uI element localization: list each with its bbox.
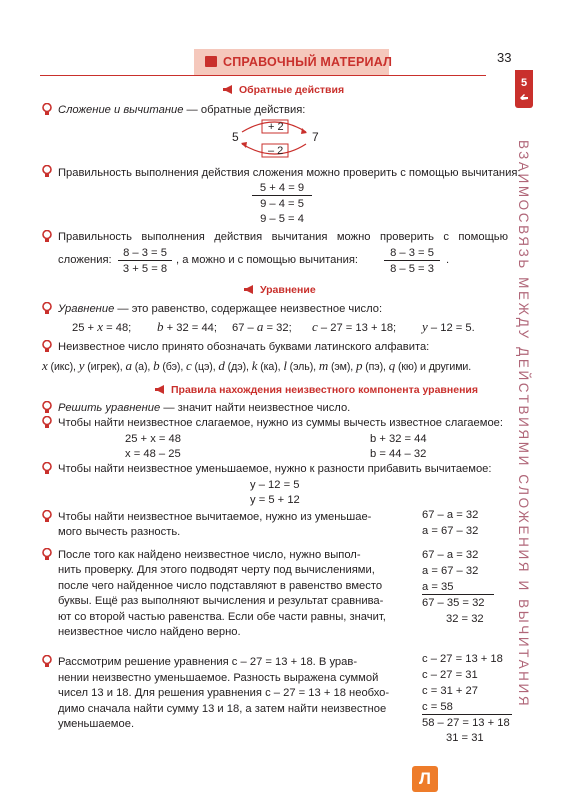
paragraph: Сложение и вычитание — обратные действия:: [58, 104, 306, 116]
lightbulb-icon: [42, 548, 52, 561]
lightbulb-icon: [42, 340, 52, 353]
paragraph-line: после чего найденное число подставляют в равенство вместо: [58, 580, 383, 592]
paragraph-line: Чтобы найти неизвестное вычитаемое, нужно из уменьшае-: [58, 511, 372, 523]
equation: y – 12 = 5.: [422, 319, 475, 334]
section-heading: Обратные действия: [222, 84, 344, 97]
paragraph-line: Рассмотрим решение уравнения c – 27 = 13 + 18. В урав-: [58, 656, 358, 668]
equation: 9 – 5 = 4: [260, 213, 304, 225]
latin-letters-list: x (икс), y (игрек), a (а), b (бэ), c (цэ), d (дэ), k (ка), l (эль), m (эм), p (пэ), q (кю) и другими.: [42, 358, 472, 373]
lightbulb-icon: [42, 401, 52, 414]
paragraph-line: буквы. Ещё раз выполняют вычисления и результат сравнива-: [58, 595, 384, 607]
page-title: СПРАВОЧНЫЙ МАТЕРИАЛ: [223, 55, 393, 69]
equation: c = 31 + 27: [422, 685, 478, 697]
equation: c – 27 = 13 + 18: [422, 653, 503, 665]
paragraph: Чтобы найти неизвестное слагаемое, нужно из суммы вычесть известное слагаемое:: [58, 417, 503, 429]
equation: 67 – a = 32: [422, 509, 479, 521]
plus-operation: + 2: [268, 121, 284, 133]
equation: y = 5 + 12: [250, 494, 300, 506]
equation: c – 27 = 31: [422, 669, 478, 681]
equation: 32 = 32: [446, 613, 484, 625]
equation: b + 32 = 44: [370, 433, 427, 445]
equation: 8 – 3 = 5: [118, 246, 172, 261]
lightbulb-icon: [42, 510, 52, 523]
equation: 67 – a = 32;: [232, 319, 292, 334]
equation: a = 35: [422, 580, 494, 595]
equation: 8 – 5 = 3: [390, 263, 434, 275]
megaphone-icon: [154, 385, 166, 394]
paragraph: Чтобы найти неизвестное уменьшаемое, нужно к разности прибавить вычитаемое:: [58, 463, 492, 475]
paragraph-line: После того как найдено неизвестное число, нужно выпол-: [58, 549, 361, 561]
equation: a = 67 – 32: [422, 525, 479, 537]
equation: 5 + 4 = 9: [252, 181, 312, 196]
lightbulb-icon: [42, 655, 52, 668]
equation: b = 44 – 32: [370, 448, 427, 460]
lightbulb-icon: [42, 302, 52, 315]
equation: x = 48 – 25: [125, 448, 181, 460]
paragraph-line: димо сначала найти сумму 13 и 18, а затем найти неизвестное: [58, 703, 387, 715]
lightbulb-icon: [42, 230, 52, 243]
paragraph-line: нить проверку. Для этого подводят черту под вычислениями,: [58, 564, 375, 576]
paragraph: .: [446, 254, 450, 266]
equation: 31 = 31: [446, 732, 484, 744]
equation: y – 12 = 5: [250, 479, 300, 491]
pointing-hand-icon: [519, 92, 529, 102]
paragraph: сложения:: [58, 254, 112, 266]
lightbulb-icon: [42, 416, 52, 429]
section-heading: Уравнение: [243, 284, 316, 297]
paragraph: Неизвестное число принято обозначать буквами латинского алфавита:: [58, 341, 430, 353]
equation: 58 – 27 = 13 + 18: [422, 717, 510, 729]
megaphone-icon: [222, 85, 234, 94]
paragraph: , а можно и с помощью вычитания:: [176, 254, 358, 266]
equation: 67 – a = 32: [422, 549, 479, 561]
page-header: [205, 54, 392, 70]
left-number: 5: [232, 130, 239, 144]
header-rule: [40, 75, 486, 76]
equation: 25 + x = 48;: [72, 319, 132, 334]
book-icon: [205, 56, 217, 67]
equation: a = 67 – 32: [422, 565, 479, 577]
paragraph: Правильность выполнения действия вычитания можно проверить с помощью: [58, 231, 508, 243]
equation: 9 – 4 = 5: [260, 198, 304, 210]
megaphone-icon: [243, 285, 255, 294]
paragraph-line: уменьшаемое.: [58, 718, 135, 730]
paragraph: Уравнение — это равенство, содержащее неизвестное число:: [58, 303, 383, 315]
paragraph-line: неизвестное число найдено верно.: [58, 626, 241, 638]
publisher-logo-letter: Л: [419, 769, 431, 788]
equation: b + 32 = 44;: [157, 319, 217, 334]
paragraph-line: нении неизвестно уменьшаемое. Разность выражена суммой: [58, 672, 379, 684]
paragraph-line: мого вычесть разность.: [58, 526, 181, 538]
equation: 3 + 5 = 8: [122, 263, 168, 275]
section-heading: Правила нахождения неизвестного компонента уравнения: [154, 384, 478, 397]
equation: c = 58: [422, 700, 512, 715]
lightbulb-icon: [42, 103, 52, 116]
paragraph-line: ют со второй частью равенства. Если обе части равны, значит,: [58, 611, 386, 623]
equation: 25 + x = 48: [125, 433, 181, 445]
minus-operation: – 2: [268, 145, 284, 157]
right-number: 7: [312, 130, 319, 144]
lightbulb-icon: [42, 462, 52, 475]
paragraph: Правильность выполнения действия сложения можно проверить с помощью вычитания:: [58, 167, 521, 179]
paragraph: Решить уравнение — значит найти неизвестное число.: [58, 402, 351, 414]
equation: 67 – 35 = 32: [422, 597, 485, 609]
chapter-title: ВЗАИМОСВЯЗЬ МЕЖДУ ДЕЙСТВИЯМИ СЛОЖЕНИЯ И ВЫЧИТАНИЯ: [516, 140, 531, 709]
chapter-number: 5: [520, 77, 528, 89]
equation: c – 27 = 13 + 18;: [312, 319, 397, 334]
page-number: 33: [497, 50, 512, 65]
equation: 8 – 3 = 5: [384, 246, 440, 261]
paragraph-line: чисел 13 и 18. Для решения уравнения c – 27 = 13 + 18 необхо-: [58, 687, 390, 699]
lightbulb-icon: [42, 165, 52, 178]
